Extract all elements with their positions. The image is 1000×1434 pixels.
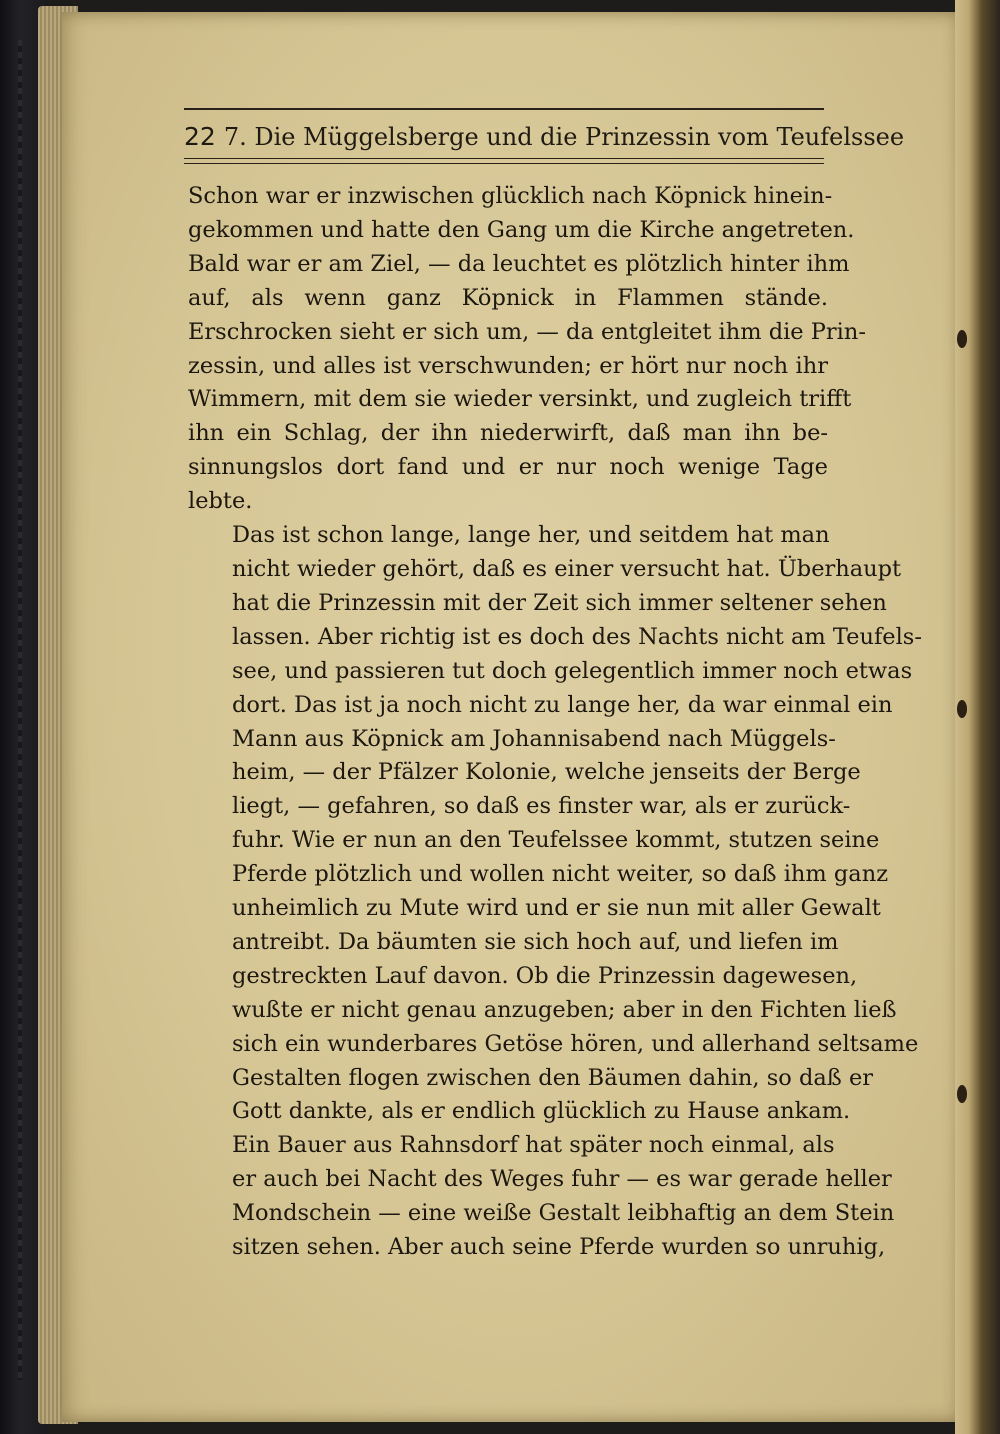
text-line: zessin, und alles ist verschwunden; er hört nur noch ihr	[188, 352, 828, 379]
binding-stitching	[18, 40, 22, 1380]
page-number: 22	[184, 122, 216, 151]
edge-nick	[957, 700, 967, 718]
text-line: sinnungslos dort fand und er nur noch wenige Tage	[188, 454, 828, 481]
text-line: Mondschein — eine weiße Gestalt leibhaftig an dem Stein	[232, 1200, 895, 1227]
header-rule-double	[184, 158, 824, 164]
text-line: Ein Bauer aus Rahnsdorf hat später noch einmal, als	[232, 1132, 835, 1159]
text-line: dort. Das ist ja noch nicht zu lange her, da war einmal ein	[232, 691, 893, 718]
paragraph	[188, 180, 866, 519]
text-line: gestreckten Lauf davon. Ob die Prinzessin dagewesen,	[232, 962, 858, 989]
text-line: lebte.	[188, 488, 253, 515]
text-line: sich ein wunderbares Getöse hören, und allerhand seltsame	[232, 1030, 919, 1057]
text-line: gekommen und hatte den Gang um die Kirche angetreten.	[188, 216, 855, 243]
text-line: see, und passieren tut doch gelegentlich immer noch etwas	[232, 657, 913, 684]
header-rule-top	[184, 108, 824, 110]
text-line: wußte er nicht genau anzugeben; aber in den Fichten ließ	[232, 996, 897, 1023]
text-line: heim, — der Pfälzer Kolonie, welche jenseits der Berge	[232, 759, 861, 786]
text-line: Das ist schon lange, lange her, und seitdem hat man	[232, 522, 830, 549]
text-line: ihn ein Schlag, der ihn niederwirft, daß man ihn be-	[188, 420, 828, 447]
text-line: lassen. Aber richtig ist es doch des Nachts nicht am Teufels-	[232, 623, 922, 650]
text-line: er auch bei Nacht des Weges fuhr — es war gerade heller	[232, 1166, 892, 1193]
torn-right-edge	[955, 0, 1000, 1434]
text-line: hat die Prinzessin mit der Zeit sich immer seltener sehen	[232, 589, 887, 616]
text-line: Gestalten flogen zwischen den Bäumen dahin, so daß er	[232, 1064, 874, 1091]
text-line: antreibt. Da bäumten sie sich hoch auf, und liefen im	[232, 928, 839, 955]
text-line: auf, als wenn ganz Köpnick in Flammen stände.	[188, 284, 828, 311]
text-line: fuhr. Wie er nun an den Teufelssee kommt, stutzen seine	[232, 827, 880, 854]
paragraph	[188, 519, 922, 1129]
text-line: liegt, — gefahren, so daß es finster war, als er zurück-	[232, 793, 851, 820]
edge-nick	[957, 1085, 967, 1103]
text-line: Pferde plötzlich und wollen nicht weiter, so daß ihm ganz	[232, 861, 889, 888]
running-title: 7. Die Müggelsberge und die Prinzessin vom Teufelssee	[223, 123, 905, 151]
text-line: sitzen sehen. Aber auch seine Pferde wurden so unruhig,	[232, 1234, 886, 1261]
paragraph	[188, 1129, 895, 1265]
text-line: Wimmern, mit dem sie wieder versinkt, und zugleich trifft	[188, 386, 852, 413]
text-line: Mann aus Köpnick am Johannisabend nach Müggels-	[232, 725, 836, 752]
text-line: unheimlich zu Mute wird und er sie nun mit aller Gewalt	[232, 895, 881, 922]
header-line	[184, 120, 905, 154]
text-line: Schon war er inzwischen glücklich nach Köpnick hinein-	[188, 183, 833, 209]
body-text	[188, 180, 922, 1265]
text-line: Gott dankte, als er endlich glücklich zu Hause ankam.	[232, 1098, 851, 1125]
edge-nick	[957, 330, 967, 348]
text-line: Bald war er am Ziel, — da leuchtet es plötzlich hinter ihm	[188, 250, 850, 277]
text-line: Erschrocken sieht er sich um, — da entgleitet ihm die Prin-	[188, 318, 866, 345]
text-line: nicht wieder gehört, daß es einer versucht hat. Überhaupt	[232, 555, 902, 582]
